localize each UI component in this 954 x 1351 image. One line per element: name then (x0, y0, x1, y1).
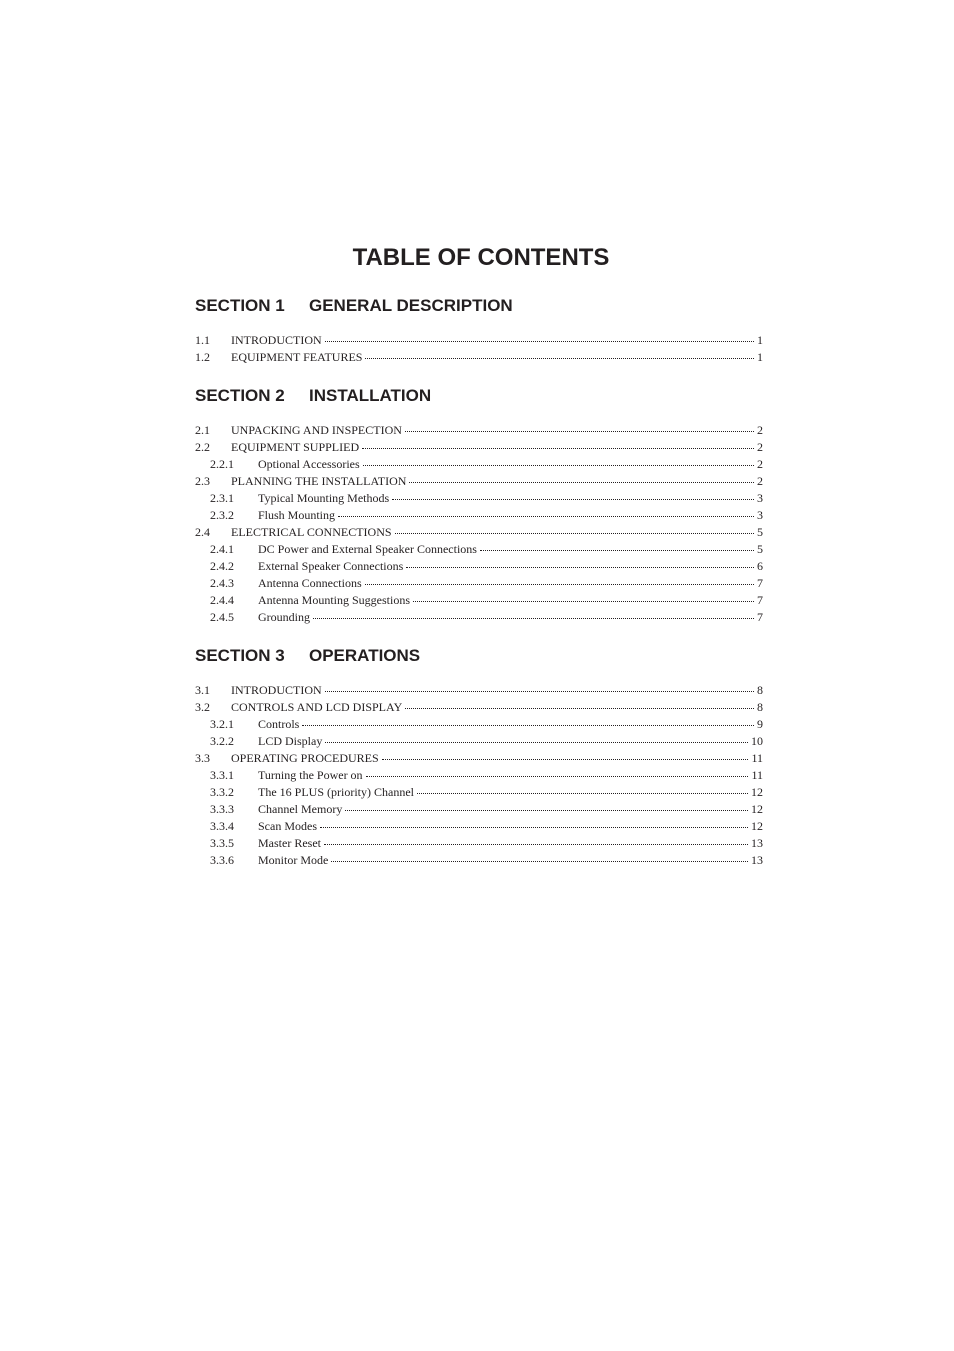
leader-dots (417, 784, 748, 796)
leader-dots (382, 750, 749, 762)
toc-entry-3-2[interactable] (195, 699, 763, 716)
entry-number: 2.4.5 (210, 610, 234, 624)
toc-entry-2-3-1[interactable] (195, 490, 763, 507)
toc-entry-2-3[interactable] (195, 473, 763, 490)
toc-section-2 (195, 385, 763, 626)
entry-number: 2.4 (195, 525, 210, 539)
section-entries (195, 422, 763, 626)
table-of-contents (195, 243, 763, 888)
page-title: TABLE OF CONTENTS (352, 244, 610, 271)
leader-dots (480, 541, 754, 553)
entry-label: Antenna Connections (258, 576, 362, 590)
toc-entry-3-1[interactable] (195, 682, 763, 699)
toc-entry-2-4-1[interactable] (195, 541, 763, 558)
leader-dots (365, 575, 754, 587)
entry-label: Antenna Mounting Suggestions (258, 593, 410, 607)
entry-page: 5 (757, 525, 763, 539)
entry-label: Master Reset (258, 836, 321, 850)
toc-entry-3-2-1[interactable] (195, 716, 763, 733)
entry-label: EQUIPMENT SUPPLIED (231, 440, 360, 454)
entry-label: UNPACKING AND INSPECTION (231, 423, 402, 437)
entry-number: 1.1 (195, 333, 210, 347)
section-name: GENERAL DESCRIPTION (309, 296, 513, 315)
leader-dots (338, 507, 754, 519)
toc-section-1 (195, 295, 763, 366)
entry-label: PLANNING THE INSTALLATION (231, 474, 407, 488)
entry-label: INTRODUCTION (231, 333, 322, 347)
entry-number: 3.3.6 (210, 853, 234, 867)
leader-dots (325, 682, 754, 694)
entry-page: 11 (751, 751, 763, 765)
leader-dots (345, 801, 748, 813)
entry-label: Channel Memory (258, 802, 343, 816)
section-entries (195, 332, 763, 366)
entry-page: 13 (751, 853, 763, 867)
entry-page: 3 (757, 508, 763, 522)
section-name: INSTALLATION (309, 386, 432, 405)
entry-label: EQUIPMENT FEATURES (231, 350, 363, 364)
toc-entry-2-4-3[interactable] (195, 575, 763, 592)
entry-number: 1.2 (195, 350, 210, 364)
toc-entry-3-3-6[interactable] (195, 852, 763, 869)
entry-page: 2 (757, 440, 763, 454)
entry-number: 2.4.3 (210, 576, 234, 590)
toc-entry-3-3-2[interactable] (195, 784, 763, 801)
toc-entry-2-4[interactable] (195, 524, 763, 541)
entry-label: Optional Accessories (258, 457, 360, 471)
entry-label: Grounding (258, 610, 310, 624)
toc-entry-2-4-4[interactable] (195, 592, 763, 609)
leader-dots (363, 456, 754, 468)
leader-dots (365, 349, 754, 361)
toc-entry-1-1[interactable] (195, 332, 763, 349)
section-entries (195, 682, 763, 869)
entry-number: 2.1 (195, 423, 210, 437)
entry-number: 2.2.1 (210, 457, 234, 471)
leader-dots (392, 490, 754, 502)
leader-dots (362, 439, 754, 451)
entry-label: LCD Display (258, 734, 323, 748)
entry-page: 6 (757, 559, 763, 573)
toc-entry-3-3-5[interactable] (195, 835, 763, 852)
leader-dots (324, 835, 748, 847)
section-heading (195, 385, 763, 407)
toc-entry-2-4-2[interactable] (195, 558, 763, 575)
entry-label: CONTROLS AND LCD DISPLAY (231, 700, 403, 714)
entry-number: 3.3.1 (210, 768, 234, 782)
leader-dots (313, 609, 754, 621)
toc-entry-3-3[interactable] (195, 750, 763, 767)
entry-number: 3.3.3 (210, 802, 234, 816)
leader-dots (366, 767, 749, 779)
entry-page: 13 (751, 836, 763, 850)
entry-page: 1 (757, 350, 763, 364)
toc-sections (195, 295, 763, 869)
entry-page: 12 (751, 802, 763, 816)
toc-entry-2-2-1[interactable] (195, 456, 763, 473)
entry-page: 2 (757, 474, 763, 488)
section-heading (195, 295, 763, 317)
toc-section-3 (195, 645, 763, 869)
leader-dots (409, 473, 754, 485)
entry-number: 3.3 (195, 751, 210, 765)
entry-label: Turning the Power on (258, 768, 363, 782)
entry-number: 2.3.1 (210, 491, 234, 505)
entry-page: 8 (757, 683, 763, 697)
entry-page: 7 (757, 593, 763, 607)
entry-label: The 16 PLUS (priority) Channel (258, 785, 414, 799)
toc-entry-3-2-2[interactable] (195, 733, 763, 750)
entry-page: 9 (757, 717, 763, 731)
entry-page: 1 (757, 333, 763, 347)
leader-dots (405, 699, 754, 711)
leader-dots (325, 733, 748, 745)
toc-entry-2-3-2[interactable] (195, 507, 763, 524)
entry-label: Scan Modes (258, 819, 317, 833)
entry-number: 3.3.2 (210, 785, 234, 799)
entry-page: 7 (757, 610, 763, 624)
entry-page: 7 (757, 576, 763, 590)
entry-label: ELECTRICAL CONNECTIONS (231, 525, 392, 539)
toc-entry-2-2[interactable] (195, 439, 763, 456)
entry-label: Controls (258, 717, 300, 731)
leader-dots (302, 716, 754, 728)
section-number: SECTION 3 (195, 646, 285, 665)
toc-entry-3-3-1[interactable] (195, 767, 763, 784)
entry-label: INTRODUCTION (231, 683, 322, 697)
section-heading (195, 645, 763, 667)
entry-page: 5 (757, 542, 763, 556)
entry-number: 3.3.5 (210, 836, 234, 850)
toc-entry-3-3-3[interactable] (195, 801, 763, 818)
entry-number: 2.4.2 (210, 559, 234, 573)
entry-label: DC Power and External Speaker Connections (258, 542, 477, 556)
entry-number: 3.2.1 (210, 717, 234, 731)
entry-number: 2.2 (195, 440, 210, 454)
section-name: OPERATIONS (309, 646, 421, 665)
toc-entry-2-4-5[interactable] (195, 609, 763, 626)
entry-page: 8 (757, 700, 763, 714)
toc-entry-2-1[interactable] (195, 422, 763, 439)
entry-label: Monitor Mode (258, 853, 329, 867)
entry-label: External Speaker Connections (258, 559, 404, 573)
entry-number: 2.3 (195, 474, 210, 488)
entry-page: 3 (757, 491, 763, 505)
entry-label: Typical Mounting Methods (258, 491, 390, 505)
entry-number: 3.2 (195, 700, 210, 714)
entry-page: 12 (751, 785, 763, 799)
leader-dots (331, 852, 748, 864)
entry-page: 10 (751, 734, 763, 748)
leader-dots (406, 558, 754, 570)
leader-dots (405, 422, 754, 434)
toc-entry-1-2[interactable] (195, 349, 763, 366)
section-number: SECTION 1 (195, 296, 285, 315)
leader-dots (395, 524, 754, 536)
entry-page: 12 (751, 819, 763, 833)
entry-page: 11 (751, 768, 763, 782)
leader-dots (320, 818, 748, 830)
entry-number: 3.2.2 (210, 734, 234, 748)
toc-entry-3-3-4[interactable] (195, 818, 763, 835)
section-number: SECTION 2 (195, 386, 285, 405)
entry-number: 2.4.1 (210, 542, 234, 556)
entry-label: OPERATING PROCEDURES (231, 751, 379, 765)
entry-label: Flush Mounting (258, 508, 336, 522)
entry-page: 2 (757, 457, 763, 471)
leader-dots (413, 592, 754, 604)
entry-page: 2 (757, 423, 763, 437)
entry-number: 3.3.4 (210, 819, 234, 833)
leader-dots (325, 332, 754, 344)
entry-number: 3.1 (195, 683, 210, 697)
entry-number: 2.4.4 (210, 593, 234, 607)
entry-number: 2.3.2 (210, 508, 234, 522)
